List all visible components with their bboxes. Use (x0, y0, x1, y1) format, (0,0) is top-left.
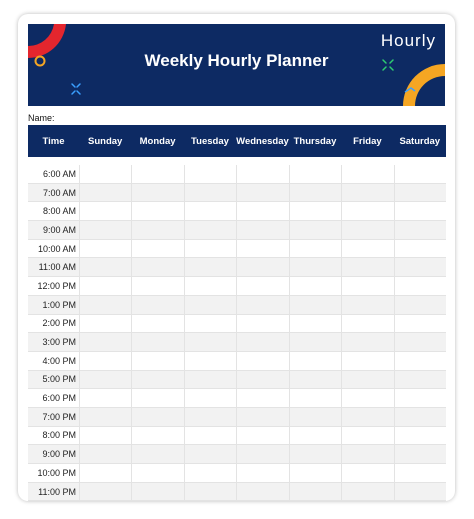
planner-cell[interactable] (184, 464, 236, 482)
planner-cell[interactable] (184, 427, 236, 445)
table-row (28, 352, 446, 371)
time-label: 5:00 PM (42, 374, 76, 385)
planner-cell[interactable] (341, 221, 393, 239)
planner-cell[interactable] (289, 258, 341, 276)
time-label: 6:00 PM (42, 393, 76, 404)
planner-cell[interactable] (341, 315, 393, 333)
planner-cell[interactable] (79, 165, 131, 183)
planner-cell[interactable] (236, 352, 288, 370)
table-row (28, 464, 446, 483)
planner-cell[interactable] (394, 352, 446, 370)
time-label: 3:00 PM (42, 337, 76, 348)
planner-cell[interactable] (394, 202, 446, 220)
planner-cell[interactable] (394, 464, 446, 482)
column-header-wednesday: Wednesday (236, 135, 289, 147)
planner-cell[interactable] (79, 315, 131, 333)
planner-cell[interactable] (79, 202, 131, 220)
planner-cell[interactable] (394, 184, 446, 202)
planner-cell[interactable] (289, 202, 341, 220)
planner-cell[interactable] (289, 408, 341, 426)
table-row (28, 277, 446, 296)
planner-card (18, 14, 455, 501)
planner-cell[interactable] (79, 184, 131, 202)
time-label: 4:00 PM (42, 355, 76, 366)
planner-table (28, 125, 446, 501)
planner-cell[interactable] (131, 483, 183, 501)
time-label: 10:00 AM (37, 243, 76, 254)
planner-cell[interactable] (236, 221, 288, 239)
planner-cell[interactable] (131, 464, 183, 482)
column-header-monday: Monday (139, 135, 176, 147)
planner-cell[interactable] (394, 371, 446, 389)
table-row (28, 296, 446, 315)
planner-cell[interactable] (236, 165, 288, 183)
planner-cell[interactable] (394, 315, 446, 333)
planner-cell[interactable] (79, 371, 131, 389)
planner-cell[interactable] (236, 258, 288, 276)
planner-cell[interactable] (131, 165, 183, 183)
column-header-time: Time (42, 135, 65, 147)
planner-cell[interactable] (236, 464, 288, 482)
time-label: 11:00 PM (38, 486, 76, 497)
planner-cell[interactable] (131, 445, 183, 463)
planner-cell[interactable] (394, 483, 446, 501)
planner-cell[interactable] (236, 427, 288, 445)
planner-cell[interactable] (236, 277, 288, 295)
table-body (28, 165, 446, 501)
planner-cell[interactable] (341, 258, 393, 276)
planner-cell[interactable] (131, 277, 183, 295)
planner-cell[interactable] (236, 389, 288, 407)
planner-cell[interactable] (394, 258, 446, 276)
table-row (28, 427, 446, 446)
planner-cell[interactable] (394, 221, 446, 239)
table-row (28, 445, 446, 464)
table-row (28, 240, 446, 259)
planner-cell[interactable] (341, 202, 393, 220)
planner-cell[interactable] (289, 184, 341, 202)
planner-cell[interactable] (341, 427, 393, 445)
column-header-saturday: Saturday (399, 135, 441, 147)
time-label: 12:00 PM (37, 280, 76, 291)
planner-cell[interactable] (79, 408, 131, 426)
planner-cell[interactable] (131, 258, 183, 276)
table-row (28, 408, 446, 427)
time-label: 9:00 AM (42, 224, 76, 235)
planner-cell[interactable] (131, 371, 183, 389)
planner-cell[interactable] (79, 445, 131, 463)
planner-cell[interactable] (289, 221, 341, 239)
planner-cell[interactable] (236, 408, 288, 426)
planner-cell[interactable] (184, 352, 236, 370)
planner-cell[interactable] (394, 427, 446, 445)
time-label: 7:00 AM (42, 187, 76, 198)
column-header-friday: Friday (353, 135, 382, 147)
planner-cell[interactable] (184, 296, 236, 314)
planner-cell[interactable] (394, 240, 446, 258)
time-label: 11:00 AM (38, 262, 76, 273)
planner-cell[interactable] (289, 240, 341, 258)
planner-cell[interactable] (79, 389, 131, 407)
planner-cell[interactable] (131, 427, 183, 445)
planner-cell[interactable] (289, 277, 341, 295)
time-label: 8:00 PM (42, 430, 76, 441)
planner-cell[interactable] (79, 333, 131, 351)
time-label: 7:00 PM (42, 411, 76, 422)
planner-cell[interactable] (184, 202, 236, 220)
planner-cell[interactable] (289, 483, 341, 501)
time-label: 1:00 PM (42, 299, 76, 310)
column-header-tuesday: Tuesday (191, 135, 229, 147)
planner-cell[interactable] (79, 352, 131, 370)
planner-cell[interactable] (289, 371, 341, 389)
planner-cell[interactable] (236, 184, 288, 202)
page-title: Weekly Hourly Planner (144, 51, 329, 70)
planner-cell[interactable] (184, 258, 236, 276)
planner-cell[interactable] (79, 483, 131, 501)
table-row (28, 483, 446, 501)
planner-cell[interactable] (79, 427, 131, 445)
table-row (28, 371, 446, 390)
planner-cell[interactable] (184, 221, 236, 239)
header-banner (28, 24, 445, 106)
planner-cell[interactable] (394, 445, 446, 463)
planner-cell[interactable] (289, 296, 341, 314)
planner-cell[interactable] (184, 333, 236, 351)
planner-cell[interactable] (184, 184, 236, 202)
planner-cell[interactable] (289, 389, 341, 407)
planner-cell[interactable] (341, 445, 393, 463)
planner-cell[interactable] (341, 408, 393, 426)
planner-cell[interactable] (289, 464, 341, 482)
planner-cell[interactable] (79, 258, 131, 276)
planner-cell[interactable] (184, 389, 236, 407)
table-row (28, 333, 446, 352)
table-row (28, 202, 446, 221)
planner-cell[interactable] (79, 464, 131, 482)
planner-cell[interactable] (184, 240, 236, 258)
planner-cell[interactable] (184, 277, 236, 295)
planner-cell[interactable] (184, 408, 236, 426)
time-label: 8:00 AM (42, 206, 76, 217)
planner-cell[interactable] (341, 165, 393, 183)
planner-cell[interactable] (131, 352, 183, 370)
time-label: 6:00 AM (42, 168, 76, 179)
planner-cell[interactable] (341, 240, 393, 258)
planner-cell[interactable] (341, 184, 393, 202)
planner-cell[interactable] (131, 389, 183, 407)
table-row (28, 184, 446, 203)
planner-cell[interactable] (341, 277, 393, 295)
planner-cell[interactable] (236, 333, 288, 351)
planner-cell[interactable] (341, 483, 393, 501)
planner-cell[interactable] (236, 240, 288, 258)
planner-cell[interactable] (184, 165, 236, 183)
planner-cell[interactable] (131, 296, 183, 314)
planner-cell[interactable] (341, 464, 393, 482)
planner-cell[interactable] (289, 315, 341, 333)
planner-cell[interactable] (131, 333, 183, 351)
planner-cell[interactable] (341, 371, 393, 389)
planner-cell[interactable] (131, 240, 183, 258)
planner-cell[interactable] (341, 389, 393, 407)
planner-cell[interactable] (289, 445, 341, 463)
planner-cell[interactable] (289, 333, 341, 351)
planner-cell[interactable] (394, 296, 446, 314)
column-header-thursday: Thursday (293, 135, 337, 147)
planner-cell[interactable] (131, 315, 183, 333)
decorative-shapes-right (375, 24, 445, 106)
planner-cell[interactable] (394, 333, 446, 351)
time-label: 10:00 PM (37, 467, 76, 478)
table-row (28, 315, 446, 334)
time-label: 2:00 PM (42, 318, 76, 329)
planner-cell[interactable] (341, 333, 393, 351)
table-row (28, 165, 446, 184)
planner-cell[interactable] (236, 202, 288, 220)
planner-cell[interactable] (184, 315, 236, 333)
planner-cell[interactable] (394, 389, 446, 407)
planner-cell[interactable] (341, 296, 393, 314)
planner-cell[interactable] (184, 483, 236, 501)
planner-cell[interactable] (184, 445, 236, 463)
column-header-sunday: Sunday (88, 135, 123, 147)
planner-cell[interactable] (289, 427, 341, 445)
hourly-logo: Hourly (380, 31, 436, 50)
planner-cell[interactable] (79, 296, 131, 314)
planner-cell[interactable] (236, 371, 288, 389)
planner-cell[interactable] (394, 408, 446, 426)
table-row (28, 221, 446, 240)
planner-cell[interactable] (341, 352, 393, 370)
planner-cell[interactable] (131, 221, 183, 239)
table-row (28, 389, 446, 408)
table-row (28, 258, 446, 277)
planner-cell[interactable] (131, 202, 183, 220)
planner-cell[interactable] (289, 165, 341, 183)
planner-cell[interactable] (394, 277, 446, 295)
planner-cell[interactable] (236, 315, 288, 333)
planner-cell[interactable] (236, 445, 288, 463)
planner-cell[interactable] (236, 483, 288, 501)
table-header (28, 125, 446, 157)
planner-cell[interactable] (236, 296, 288, 314)
name-label: Name: (28, 113, 55, 123)
time-label: 9:00 PM (42, 449, 76, 460)
planner-cell[interactable] (394, 165, 446, 183)
planner-cell[interactable] (79, 221, 131, 239)
planner-cell[interactable] (79, 240, 131, 258)
planner-cell[interactable] (289, 352, 341, 370)
planner-cell[interactable] (131, 184, 183, 202)
planner-cell[interactable] (131, 408, 183, 426)
planner-cell[interactable] (79, 277, 131, 295)
planner-cell[interactable] (184, 371, 236, 389)
